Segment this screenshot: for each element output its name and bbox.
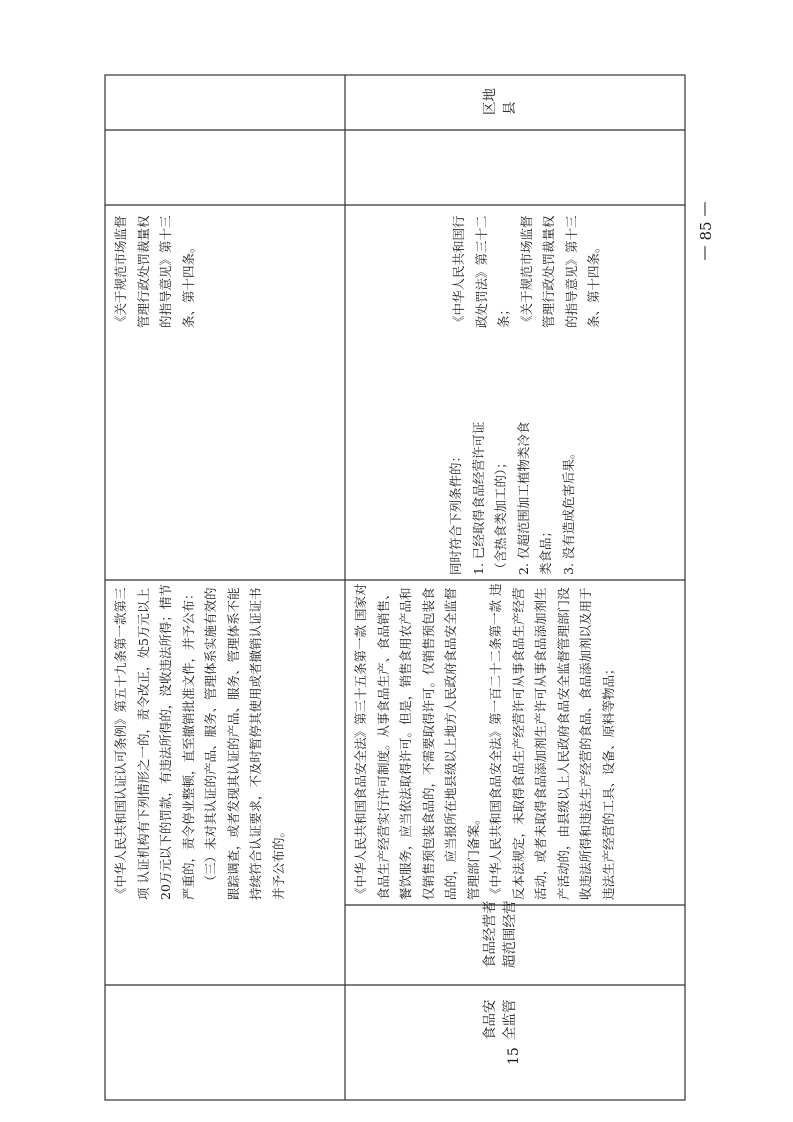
page-number-text: 85 (697, 221, 715, 241)
rule-paragraph: 《中华人民共和国行政处罚法》第三十二条； (451, 215, 511, 328)
category-text: 食品安全监管 (482, 999, 518, 1040)
condition-paragraph: 2. 仅超范围加工植物类冷食类食品； (515, 421, 553, 575)
basis-paragraph: 《中华人民共和国食品安全法》第三十五条第一款 国家对食品生产经营实行许可制度。从事食品生产、食品销售、餐饮服务，应当依法取得许可。但是，销售食用农产品和仅销售预包装食品的，不需要取得许可。仅销售预包装食品的，应当报所在地县级以上地方人民政府食品安全监督管理部门备案。 (353, 583, 481, 900)
basis-cell-15 (350, 582, 682, 900)
county-label-text: 区地县 (482, 88, 518, 115)
condition-paragraph: 同时符合下列条件的： (448, 449, 463, 575)
condition-paragraph: 1. 已经取得食品经营许可证（含热食类加工的）； (470, 421, 508, 575)
category-cell (480, 990, 540, 1040)
basis-paragraph: （三）未对其认证的产品、服务、管理体系实施有效的跟踪调查，或者发现其认证的产品、服务、管理体系不能持续符合认证要求，不及时暂停其使用或者撤销认证证书并予公布的。 (203, 587, 286, 900)
rule-cell-15 (448, 208, 601, 328)
item-text: 食品经营者超范围经营 (482, 900, 518, 968)
rule-cell-continued (110, 208, 210, 328)
condition-cell-15 (445, 410, 575, 575)
basis-paragraph: 《中华人民共和国食品安全法》第一百二十二条第一款 违反本法规定，未取得食品生产经营许可从事食品生产经营活动，或者未取得食品添加剂生产许可从事食品添加剂生产活动的，由县级以上人民政府食品安全监督管理部门没收违法所得和违法生产经营的食品、食品添加剂以及用于违法生产经营的工具、设备、原料等物品； (488, 583, 616, 900)
county-label (480, 75, 540, 115)
basis-cell-continued (110, 582, 340, 900)
page-number (696, 200, 716, 262)
basis-paragraph: 《中华人民共和国认证认可条例》第五十九条第一款第三项 认证机构有下列情形之一的，责令改正，处5万元以上20万元以下的罚款，有违法所得的，没收违法所得；情节严重的，责令停业整顿，直至撤销批准文件，并予公布： (113, 584, 196, 900)
rule-paragraph: 《关于规范市场监督管理行政处罚裁量权的指导意见》第十三条、第十四条。 (113, 215, 196, 328)
page-number-dash-bottom: — (697, 245, 715, 261)
condition-paragraph: 3. 没有造成危害后果。 (560, 446, 576, 575)
rule-paragraph: 《关于规范市场监督管理行政处罚裁量权的指导意见》第十三条、第十四条。 (518, 215, 601, 328)
item-cell (480, 893, 540, 968)
page-number-dash-top: — (697, 201, 715, 217)
seq-number-text: 15 (506, 1047, 522, 1065)
